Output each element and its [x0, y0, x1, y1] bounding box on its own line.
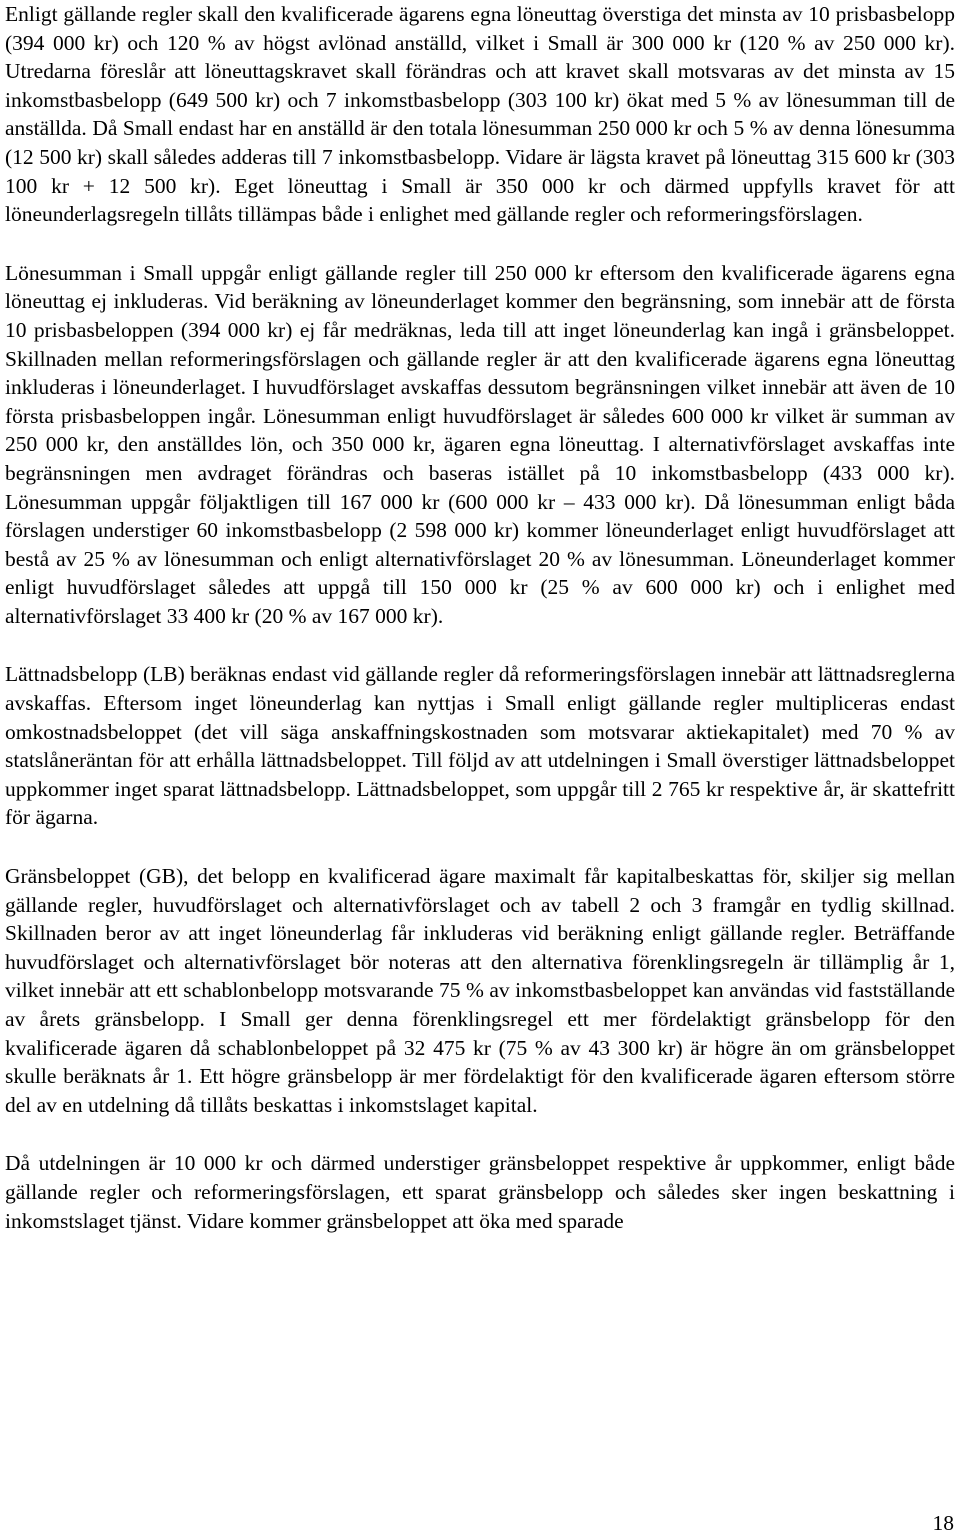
body-text [5, 0, 955, 1235]
page-number: 18 [932, 1511, 954, 1535]
paragraph-limit-amount: Gränsbeloppet (GB), det belopp en kvalificerad ägare maximalt får kapitalbeskattas för, skiljer sig mellan gällande regler, huvudförslaget och alternativförslaget och av tabell 2 och 3 framgår en tydlig skillnad. Skillnaden beror av att inget löneunderlag får inkluderas vid beräkning enligt gällande regler. Beträffande huvudförslaget och alternativförslaget bör noteras att den alternativa förenklingsregeln är tillämplig år 1, vilket innebär att ett schablonbelopp motsvarande 75 % av inkomstbasbeloppet kan användas vid fastställande av årets gränsbelopp. I Small ger denna förenklingsregel ett mer fördelaktigt gränsbelopp för den kvalificerade ägaren då schablonbeloppet på 32 475 kr (75 % av 43 300 kr) är högre än om gränsbeloppet skulle beräknats år 1. Ett högre gränsbelopp är mer fördelaktigt för den kvalificerade ägaren eftersom större del av en utdelning då tillåts beskattas i inkomstslaget kapital. [5, 864, 955, 1117]
paragraph-dividend: Då utdelningen är 10 000 kr och därmed understiger gränsbeloppet respektive år uppkommer, enligt både gällande regler och reformeringsförslagen, ett sparat gränsbelopp och således sker ingen beskattning i inkomstslaget tjänst. Vidare kommer gränsbeloppet att öka med sparade [5, 1151, 955, 1233]
paragraph-salary-withdrawal: Enligt gällande regler skall den kvalificerade ägarens egna löneuttag överstiga det minsta av 10 prisbasbelopp (394 000 kr) och 120 % av högst avlönad anställd, vilket i Small är 300 000 kr (120 % av 250 000 kr). Utredarna föreslår att löneuttagskravet skall förändras och att kravet skall motsvaras av det minsta av 15 inkomstbasbelopp (649 500 kr) och 7 inkomstbasbelopp (303 100 kr) ökat med 5 % av lönesumman till de anställda. Då Small endast har en anställd är den totala lönesumman 250 000 kr och 5 % av denna lönesumma (12 500 kr) skall således adderas till 7 inkomstbasbelopp. Vidare är lägsta kravet på löneuttag 315 600 kr (303 100 kr + 12 500 kr). Eget löneuttag i Small är 350 000 kr och därmed uppfylls kravet för att löneunderlagsregeln tillåts tillämpas både i enlighet med gällande regler och reformeringsförslagen. [5, 2, 955, 227]
paragraph-relief-amount: Lättnadsbelopp (LB) beräknas endast vid gällande regler då reformeringsförslagen innebär att lättnadsreglerna avskaffas. Eftersom inget löneunderlag kan nyttjas i Small enligt gällande regler multipliceras endast omkostnadsbeloppet (det vill säga anskaffningskostnaden som motsvarar aktiekapitalet) med 70 % av statslåneräntan för att erhålla lättnadsbeloppet. Till följd av att utdelningen i Small överstiger lättnadsbeloppet uppkommer inget sparat lättnadsbelopp. Lättnadsbeloppet, som uppgår till 2 765 kr respektive år, är skattefritt för ägarna. [5, 662, 955, 830]
paragraph-salary-sum: Lönesumman i Small uppgår enligt gällande regler till 250 000 kr eftersom den kvalificerade ägarens egna löneuttag ej inkluderas. Vid beräkning av löneunderlaget kommer den begränsning, som innebär att de första 10 prisbasbeloppen (394 000 kr) ej får medräknas, leda till att inget löneunderlag kan ingå i gränsbeloppet. Skillnaden mellan reformeringsförslagen och gällande regler är att den kvalificerade ägarens egna löneuttag inkluderas i löneunderlaget. I huvudförslaget avskaffas dessutom begränsningen vilket innebär att även de 10 första prisbasbeloppen ingår. Lönesumman enligt huvudförslaget är således 600 000 kr vilket är summan av 250 000 kr, den anställdes lön, och 350 000 kr, ägaren egna löneuttag. I alternativförslaget avskaffas inte begränsningen men avdraget förändras och baseras istället på 10 inkomstbasbelopp (433 000 kr). Lönesumman uppgår följaktligen till 167 000 kr (600 000 kr – 433 000 kr). Då lönesumman enligt båda förslagen understiger 60 inkomstbasbelopp (2 598 000 kr) kommer löneunderlaget enligt huvudförslaget att bestå av 25 % av lönesumman och enligt alternativförslaget 20 % av lönesumman. Löneunderlaget kommer enligt huvudförslaget således att uppgå till 150 000 kr (25 % av 600 000 kr) och i enlighet med alternativförslaget 33 400 kr (20 % av 167 000 kr). [5, 260, 955, 628]
